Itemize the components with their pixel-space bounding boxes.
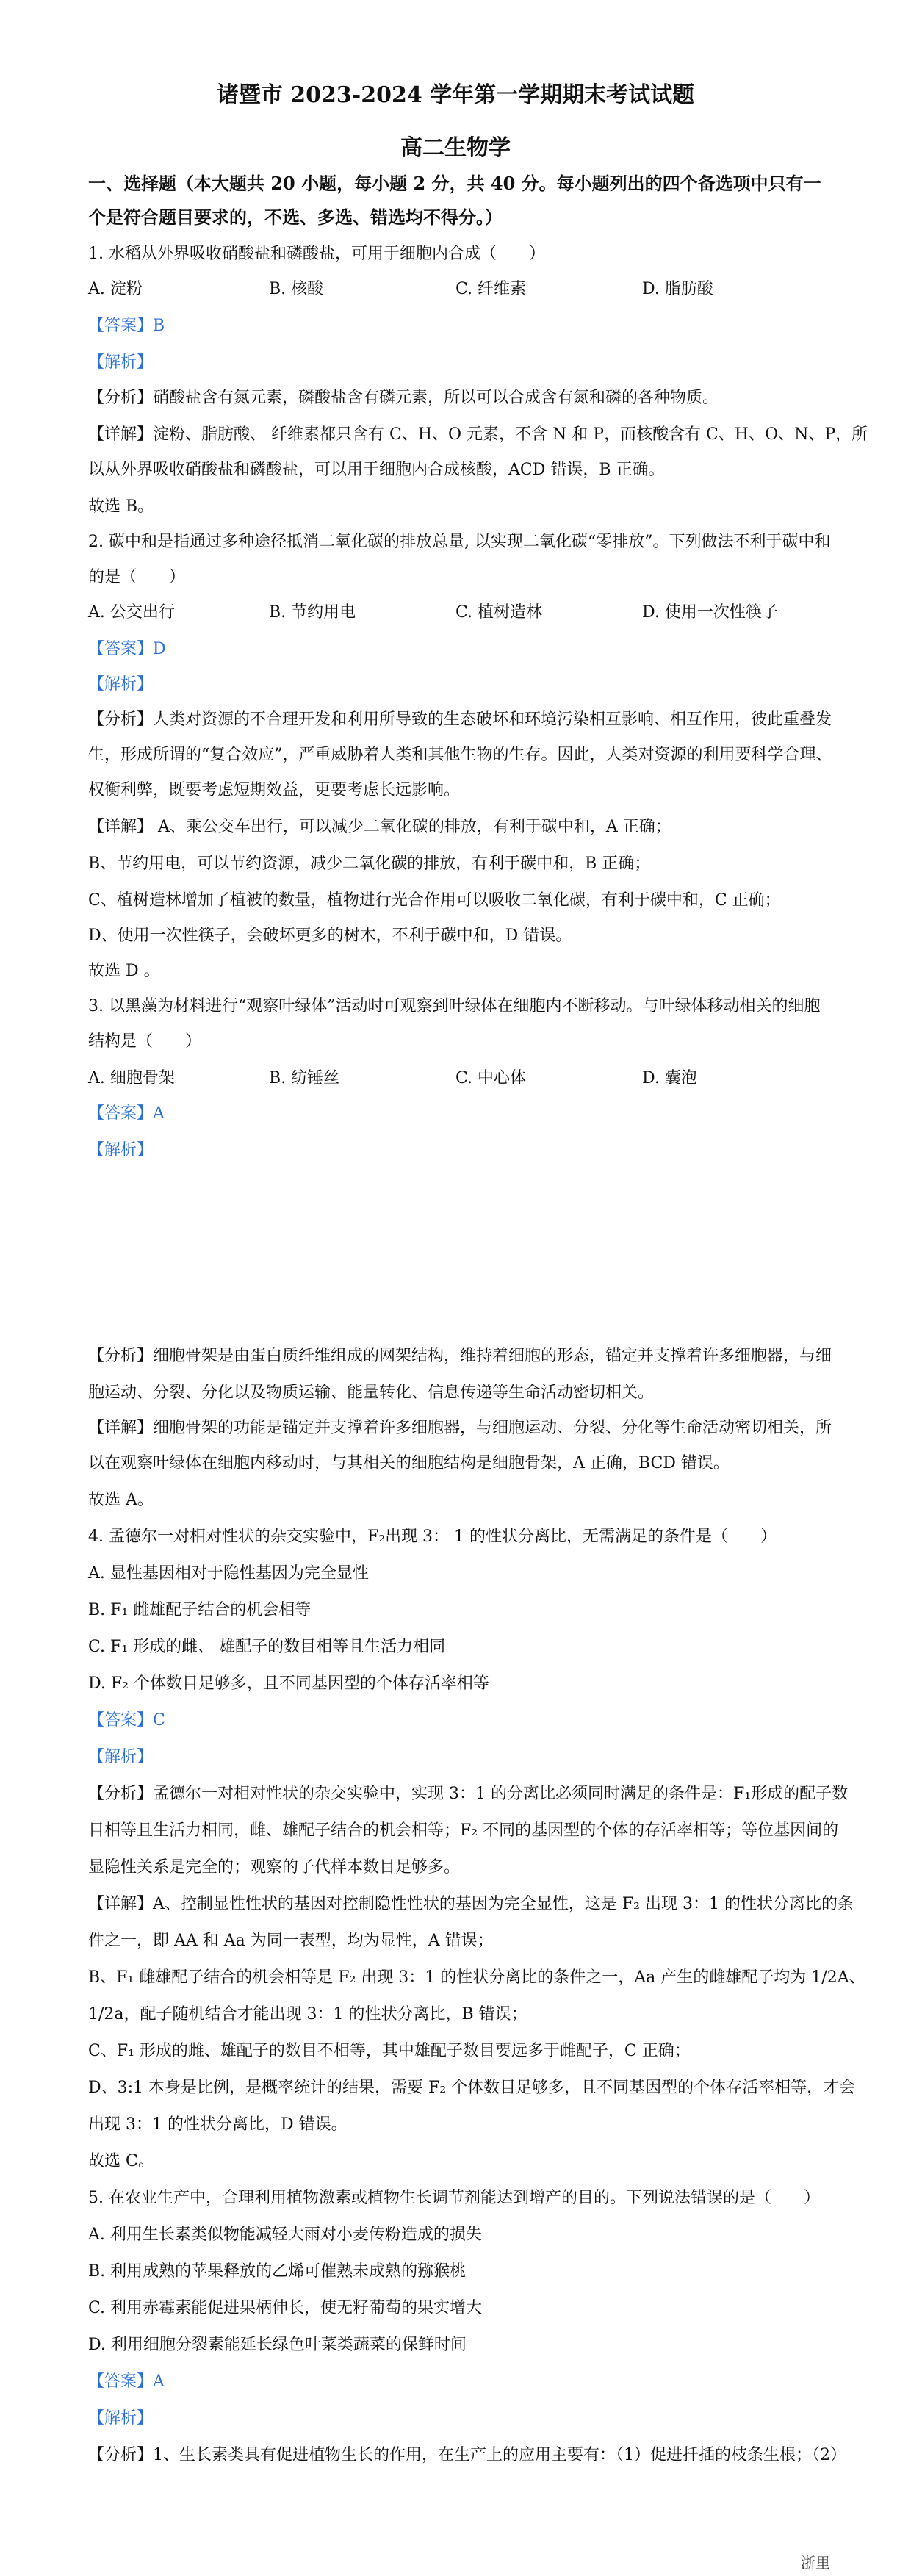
q1-option-d: D. 脂肪酸 (642, 280, 713, 298)
q4-answer (88, 1709, 838, 1733)
answer-label: 【答案】 (88, 1711, 154, 1730)
q4-detail-line-1: 【详解】A、控制显性性状的基因对控制隐性性状的基因为完全显性，这是 F₂ 出现 3：1 的性状分离比的条 (88, 1895, 854, 1913)
q5-option-c: C. 利用赤霉素能促进果柄伸长，使无籽葡萄的果实增大 (88, 2299, 483, 2317)
q4-option-d: D. F₂ 个体数目足够多，且不同基因型的个体存活率相等 (88, 1674, 489, 1693)
q4-analysis-line-3: 显隐性关系是完全的；观察的子代样本数目足够多。 (88, 1858, 461, 1877)
q4-option-c: C. F₁ 形成的雌、 雄配子的数目相等且生活力相同 (88, 1638, 446, 1656)
q1-option-b: B. 核酸 (269, 280, 324, 298)
q2-stem-line-2: 的是（ ） (88, 568, 186, 586)
q3-option-c: C. 中心体 (455, 1069, 527, 1087)
q2-stem-line-1: 2. 碳中和是指通过多种途径抵消二氧化碳的排放总量, 以实现二氧化碳“零排放”。下列做法不利于碳中和 (88, 533, 831, 551)
q2-detail-line-2: B、节约用电，可以节约资源，减少二氧化碳的排放，有利于碳中和，B 正确； (88, 855, 651, 873)
q5-option-b: B. 利用成熟的苹果释放的乙烯可催熟未成熟的猕猴桃 (88, 2262, 467, 2281)
q3-option-a: A. 细胞骨架 (88, 1069, 175, 1087)
q3-stem-line-1: 3. 以黑藻为材料进行“观察叶绿体”活动时可观察到叶绿体在细胞内不断移动。与叶绿体移动相关的细胞 (88, 997, 821, 1015)
q4-analysis-line-2: 目相等且生活力相同，雌、雄配子结合的机会相等；F₂ 不同的基因型的个体的存活率相等；等位基因间的 (88, 1821, 839, 1840)
q4-answer-value: C (153, 1711, 165, 1730)
exam-title: 诸暨市 2023-2024 学年第一学期期末考试试题 (216, 82, 695, 108)
q2-option-b: B. 节约用电 (269, 603, 356, 622)
q5-answer (88, 2370, 838, 2394)
answer-label: 【答案】 (88, 2372, 154, 2391)
q3-stem-line-2: 结构是（ ） (88, 1032, 202, 1051)
section-heading-line-2: 个是符合题目要求的，不选、多选、错选均不得分。） (88, 206, 503, 228)
q2-analysis-line-1: 【分析】人类对资源的不合理开发和利用所导致的生态破坏和环境污染相互影响、相互作用，彼此重叠发 (88, 710, 832, 729)
q1-analysis-label: 【解析】 (88, 353, 154, 372)
q4-detail-line-2: 件之一，即 AA 和 Aa 为同一表型，均为显性，A 错误； (88, 1932, 494, 1950)
q2-answer (88, 638, 838, 661)
q3-analysis-line-2: 胞运动、分裂、分化以及物质运输、能量转化、信息传递等生命活动密切相关。 (88, 1384, 655, 1402)
q2-answer-value: D (153, 640, 166, 658)
q1-detail-line-1: 【详解】淀粉、脂肪酸、 纤维素都只含有 C、H、O 元素，不含 N 和 P，而核酸含有 C、H、O、N、P，所 (88, 425, 868, 444)
q1-option-c: C. 纤维素 (455, 280, 527, 298)
q5-answer-value: A (153, 2372, 165, 2391)
q4-option-a: A. 显性基因相对于隐性基因为完全显性 (88, 1564, 369, 1583)
q5-stem: 5. 在农业生产中，合理利用植物激素或植物生长调节剂能达到增产的目的。下列说法错误的是（ ） (88, 2189, 820, 2207)
q1-analysis: 【分析】硝酸盐含有氮元素，磷酸盐含有磷元素，所以可以合成含有氮和磷的各种物质。 (88, 389, 719, 407)
q3-answer-value: A (153, 1104, 165, 1123)
q2-analysis-line-3: 权衡利弊，既要考虑短期效益，更要考虑长远影响。 (88, 781, 461, 799)
q1-option-a: A. 淀粉 (88, 280, 143, 298)
q1-detail-line-2: 以从外界吸收硝酸盐和磷酸盐，可以用于细胞内合成核酸，ACD 错误，B 正确。 (88, 461, 665, 479)
q3-option-d: D. 囊泡 (642, 1069, 697, 1087)
q4-detail-line-3: B、F₁ 雌雄配子结合的机会相等是 F₂ 出现 3：1 的性状分离比的条件之一，Aa 产生的雌雄配子均为 1/2A、 (88, 1968, 865, 1987)
q2-option-c: C. 植树造林 (455, 603, 543, 622)
q3-detail-line-2: 以在观察叶绿体在细胞内移动时，与其相关的细胞结构是细胞骨架，A 正确，BCD 错误。 (88, 1454, 730, 1472)
q3-answer (88, 1102, 838, 1126)
q1-answer-value: B (153, 317, 165, 335)
q2-option-a: A. 公交出行 (88, 603, 175, 622)
q4-analysis-label: 【解析】 (88, 1748, 154, 1766)
q1-stem: 1. 水稻从外界吸收硝酸盐和磷酸盐，可用于细胞内合成（ ） (88, 245, 545, 263)
q4-stem: 4. 孟德尔一对相对性状的杂交实验中，F₂出现 3： 1 的性状分离比，无需满足的条件是（ ） (88, 1528, 777, 1546)
section-heading-line-1: 一、选择题（本大题共 20 小题，每小题 2 分，共 40 分。每小题列出的四个备选项中只有一 (88, 173, 821, 194)
q2-conclusion: 故选 D 。 (88, 962, 160, 980)
q3-option-b: B. 纺锤丝 (269, 1069, 340, 1087)
q5-option-a: A. 利用生长素类似物能减轻大雨对小麦传粉造成的损失 (88, 2226, 482, 2244)
q2-option-d: D. 使用一次性筷子 (642, 603, 778, 622)
q2-detail-line-1: 【详解】 A、乘公交车出行，可以减少二氧化碳的排放，有利于碳中和，A 正确； (88, 818, 671, 836)
q3-analysis-label: 【解析】 (88, 1141, 154, 1159)
q3-analysis-line-1: 【分析】细胞骨架是由蛋白质纤维组成的网架结构，维持着细胞的形态，锚定并支撑着许多细胞器，与细 (88, 1347, 832, 1365)
q4-analysis-line-1: 【分析】孟德尔一对相对性状的杂交实验中，实现 3：1 的分离比必须同时满足的条件是：F₁形成的配子数 (88, 1785, 849, 1803)
page-footer-watermark: 浙里 (801, 2554, 830, 2572)
q5-option-d: D. 利用细胞分裂素能延长绿色叶菜类蔬菜的保鲜时间 (88, 2336, 467, 2354)
q2-detail-line-4: D、使用一次性筷子，会破坏更多的树木，不利于碳中和，D 错误。 (88, 927, 572, 945)
q1-conclusion: 故选 B。 (88, 497, 154, 516)
q2-analysis-line-2: 生，形成所谓的“复合效应”，严重威胁着人类和其他生物的生存。因此，人类对资源的利用要科学合理、 (88, 746, 832, 764)
q3-detail-line-1: 【详解】细胞骨架的功能是锚定并支撑着许多细胞器，与细胞运动、分裂、分化等生命活动密切相关，所 (88, 1419, 832, 1437)
q5-analysis-line-1: 【分析】1、生长素类具有促进植物生长的作用，在生产上的应用主要有：（1）促进扦插的枝条生根；（2） (88, 2446, 846, 2464)
q4-detail-line-7: 出现 3：1 的性状分离比，D 错误。 (88, 2115, 348, 2134)
q4-detail-line-4: 1/2a，配子随机结合才能出现 3：1 的性状分离比，B 错误； (88, 2005, 527, 2023)
q2-detail-line-3: C、植树造林增加了植被的数量，植物进行光合作用可以吸收二氧化碳，有利于碳中和，C 正确； (88, 891, 781, 910)
q2-analysis-label: 【解析】 (88, 675, 154, 694)
exam-subject: 高二生物学 (400, 135, 511, 161)
q3-conclusion: 故选 A。 (88, 1491, 154, 1509)
answer-label: 【答案】 (88, 1104, 154, 1123)
q4-conclusion: 故选 C。 (88, 2152, 154, 2170)
q5-analysis-label: 【解析】 (88, 2409, 154, 2428)
q4-detail-line-5: C、F₁ 形成的雌、雄配子的数目不相等，其中雄配子数目要远多于雌配子，C 正确； (88, 2042, 691, 2060)
q4-option-b: B. F₁ 雌雄配子结合的机会相等 (88, 1601, 312, 1619)
q1-answer (88, 314, 838, 338)
answer-label: 【答案】 (88, 640, 154, 658)
q4-detail-line-6: D、3:1 本身是比例，是概率统计的结果，需要 F₂ 个体数目足够多，且不同基因型的个体存活率相等，才会 (88, 2079, 856, 2097)
answer-label: 【答案】 (88, 317, 154, 335)
